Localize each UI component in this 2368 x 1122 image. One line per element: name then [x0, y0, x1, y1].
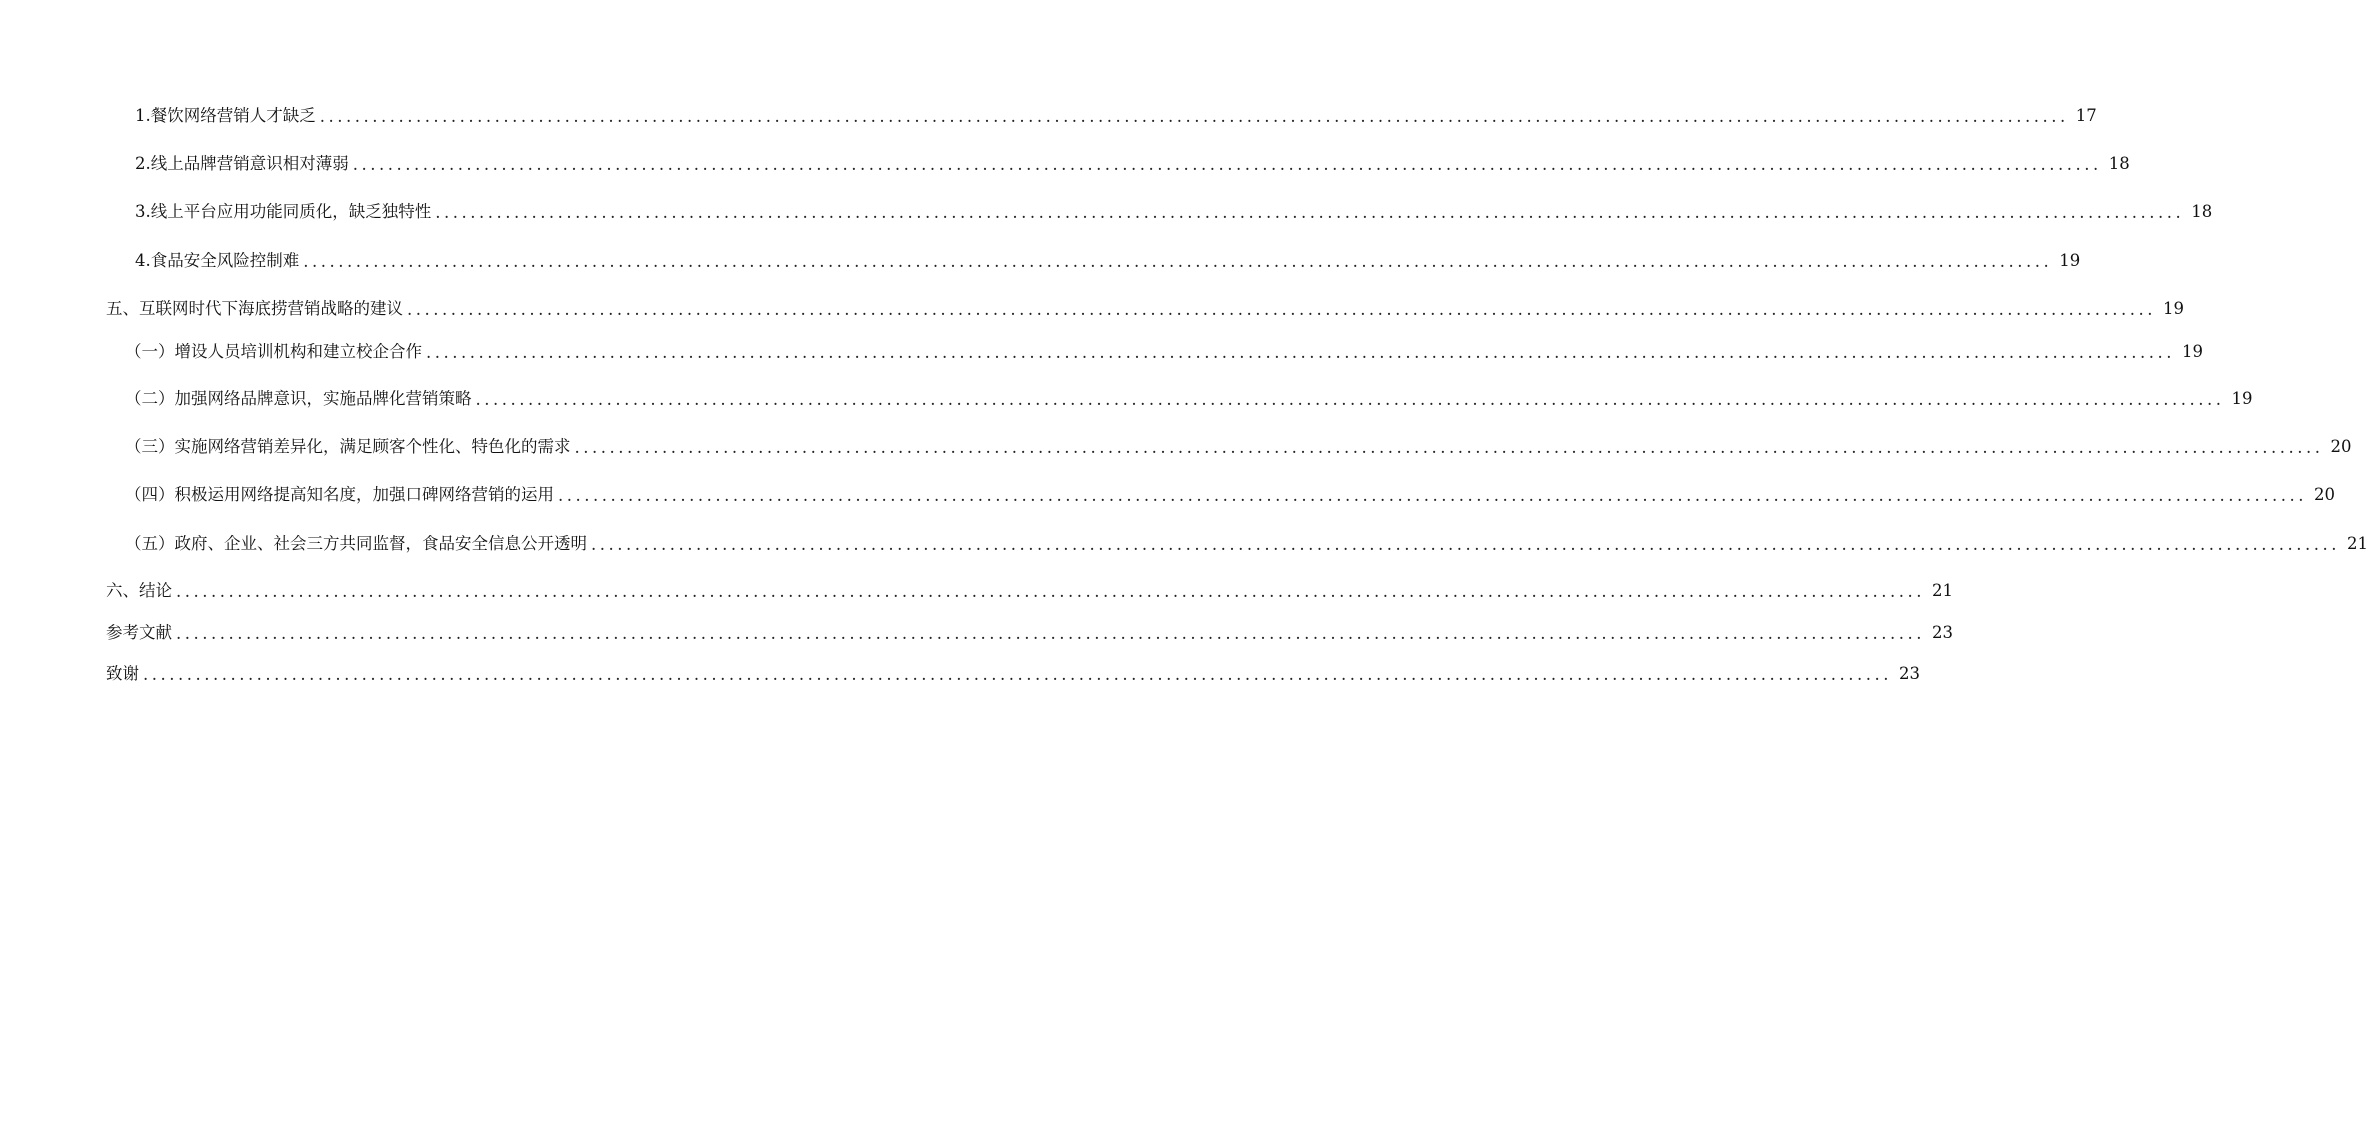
toc-page-number: 23	[1898, 664, 1920, 683]
toc-entry[interactable]	[0, 248, 2081, 274]
toc-dot-leader: ........................................................................................................................................................................................................	[591, 535, 2340, 554]
toc-entry-title: 六、结论	[106, 581, 172, 600]
toc-entry-title: （五）政府、企业、社会三方共同监督，食品安全信息公开透明	[125, 534, 587, 553]
toc-entry[interactable]	[0, 151, 2130, 177]
toc-entry[interactable]	[0, 199, 2213, 225]
toc-entry[interactable]	[0, 339, 2203, 365]
toc-dot-leader: ........................................................................................................................................................................................................	[407, 300, 2156, 319]
toc-page-number: 18	[2191, 202, 2213, 221]
toc-entry-title: 参考文献	[106, 623, 172, 642]
toc-page-number: 18	[2108, 154, 2130, 173]
toc-page-number: 20	[2330, 437, 2352, 456]
toc-entry[interactable]	[0, 434, 2352, 460]
toc-entry-title: 2.线上品牌营销意识相对薄弱	[135, 154, 349, 173]
toc-dot-leader: ........................................................................................................................................................................................................	[303, 252, 2053, 271]
toc-entry[interactable]	[0, 661, 1920, 687]
toc-entry-title: （一）增设人员培训机构和建立校企合作	[125, 342, 422, 361]
toc-entry[interactable]	[0, 296, 2184, 322]
toc-dot-leader: ........................................................................................................................................................................................................	[176, 582, 1925, 601]
toc-page-number: 23	[1931, 623, 1953, 642]
toc-dot-leader: ........................................................................................................................................................................................................	[426, 343, 2175, 362]
toc-entry-title: 五、互联网时代下海底捞营销战略的建议	[106, 299, 403, 318]
toc-entry-title: 3.线上平台应用功能同质化，缺乏独特性	[135, 202, 432, 221]
toc-entry[interactable]	[0, 482, 2335, 508]
toc-entry-title: （二）加强网络品牌意识，实施品牌化营销策略	[125, 389, 472, 408]
toc-dot-leader: ........................................................................................................................................................................................................	[143, 665, 1892, 684]
toc-page-number: 19	[2059, 251, 2081, 270]
toc-entry[interactable]	[0, 103, 2097, 129]
toc-entry-title: 4.食品安全风险控制难	[135, 251, 300, 270]
toc-entry-title: 1.餐饮网络营销人才缺乏	[135, 106, 316, 125]
toc-page-number: 20	[2313, 485, 2335, 504]
toc-entry-title: 致谢	[106, 664, 139, 683]
toc-entry[interactable]	[0, 386, 2253, 412]
toc-dot-leader: ........................................................................................................................................................................................................	[558, 486, 2307, 505]
toc-dot-leader: ........................................................................................................................................................................................................	[352, 155, 2102, 174]
toc-dot-leader: ........................................................................................................................................................................................................	[319, 107, 2069, 126]
toc-dot-leader: ........................................................................................................................................................................................................	[475, 390, 2225, 409]
toc-page-number: 21	[1931, 581, 1953, 600]
toc-page-number: 19	[2231, 389, 2253, 408]
toc-entry-title: （四）积极运用网络提高知名度，加强口碑网络营销的运用	[125, 485, 554, 504]
toc-page-number: 21	[2346, 534, 2368, 553]
toc-page-number: 19	[2181, 342, 2203, 361]
toc-dot-leader: ........................................................................................................................................................................................................	[574, 438, 2324, 457]
toc-entry[interactable]	[0, 531, 2368, 557]
toc-page-number: 19	[2162, 299, 2184, 318]
toc-entry-title: （三）实施网络营销差异化，满足顾客个性化、特色化的需求	[125, 437, 571, 456]
toc-entry[interactable]	[0, 578, 1953, 604]
toc-dot-leader: ........................................................................................................................................................................................................	[176, 624, 1925, 643]
toc-dot-leader: ........................................................................................................................................................................................................	[435, 203, 2185, 222]
toc-page-number: 17	[2075, 106, 2097, 125]
toc-entry[interactable]	[0, 620, 1953, 646]
